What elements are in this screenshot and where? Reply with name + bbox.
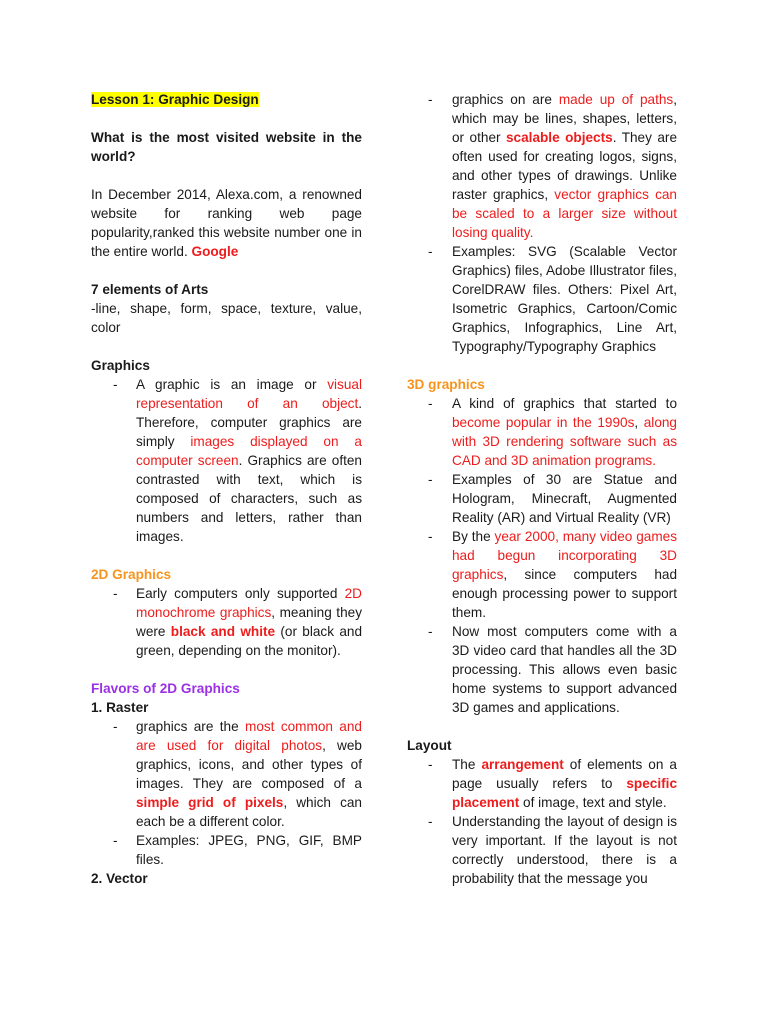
vector-list — [407, 90, 677, 356]
intro-answer: Google — [191, 244, 239, 259]
list-item: - By the year 2000, many video games had begun incorporating 3D graphics, since computers had enough processing power to support them. — [407, 527, 677, 622]
list-item: - Examples of 30 are Statue and Hologram, Minecraft, Augmented Reality (AR) and Virtual Reality (VR) — [407, 470, 677, 527]
graphics-3d-heading: 3D graphics — [407, 377, 485, 392]
question-heading: What is the most visited website in the world? — [91, 130, 362, 164]
raster-heading: 1. Raster — [91, 700, 149, 715]
graphics-3d-list — [407, 394, 677, 717]
left-column — [91, 90, 362, 888]
graphics-heading: Graphics — [91, 358, 150, 373]
lesson-title: Lesson 1: Graphic Design — [91, 92, 259, 107]
vector-heading: 2. Vector — [91, 871, 148, 886]
list-item: - A graphic is an image or visual representation of an object. Therefore, computer graphics are simply images displayed on a computer screen. Graphics are often contrasted with text, which is composed of characters, such as numbers and letters, rather than images. — [91, 375, 362, 546]
list-item: - Now most computers come with a 3D video card that handles all the 3D processing. This allows even basic home systems to support advanced 3D games and applications. — [407, 622, 677, 717]
list-item: - The arrangement of elements on a page usually refers to specific placement of image, text and style. — [407, 755, 677, 812]
list-item: - graphics are the most common and are used for digital photos, web graphics, icons, and other types of images. They are composed of a simple grid of pixels, which can each be a different color. — [91, 717, 362, 831]
list-item: - graphics on are made up of paths, which may be lines, shapes, letters, or other scalable objects. They are often used for creating logos, signs, and other types of drawings. Unlike raster graphics, vector graphics can be scaled to a larger size without losing quality. — [407, 90, 677, 242]
elements-text: -line, shape, form, space, texture, value, color — [91, 301, 362, 335]
raster-list — [91, 717, 362, 869]
intro-paragraph: In December 2014, Alexa.com, a renowned website for ranking web page popularity,ranked this website number one in the entire world. Google — [91, 187, 362, 259]
list-item: - Examples: SVG (Scalable Vector Graphics) files, Adobe Illustrator files, CorelDRAW files. Others: Pixel Art, Isometric Graphics, Cartoon/Comic Graphics, Infographics, Line Art, Typography/Typography Graphics — [407, 242, 677, 356]
graphics-2d-list — [91, 584, 362, 660]
elements-heading: 7 elements of Arts — [91, 282, 209, 297]
list-item: - A kind of graphics that started to become popular in the 1990s, along with 3D rendering software such as CAD and 3D animation programs. — [407, 394, 677, 470]
list-item: - Examples: JPEG, PNG, GIF, BMP files. — [91, 831, 362, 869]
layout-heading: Layout — [407, 738, 452, 753]
list-item: - Understanding the layout of design is very important. If the layout is not correctly understood, there is a probability that the message you — [407, 812, 677, 888]
right-column — [407, 90, 677, 888]
layout-list — [407, 755, 677, 888]
graphics-2d-heading: 2D Graphics — [91, 567, 172, 582]
graphics-list — [91, 375, 362, 546]
list-item: - Early computers only supported 2D monochrome graphics, meaning they were black and white (or black and green, depending on the monitor). — [91, 584, 362, 660]
flavors-heading: Flavors of 2D Graphics — [91, 681, 240, 696]
